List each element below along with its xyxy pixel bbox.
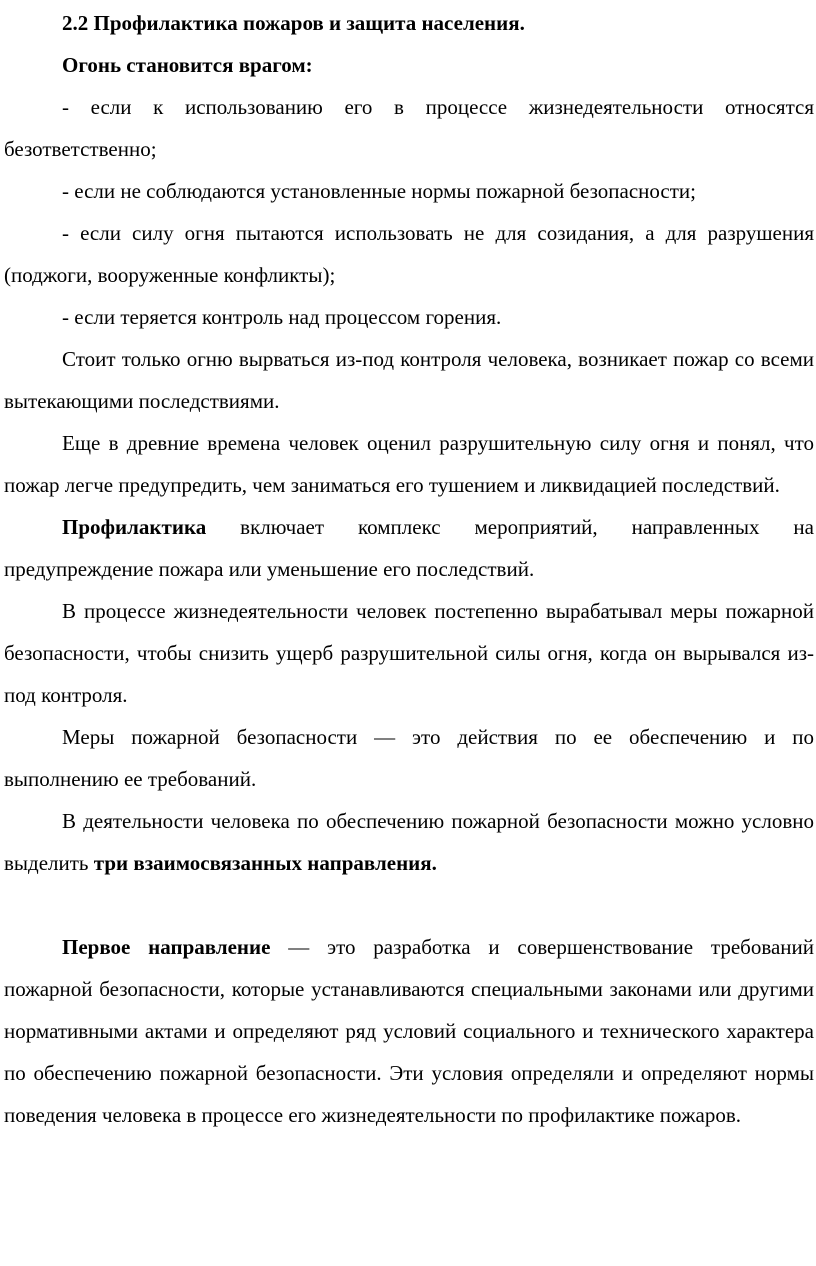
paragraph-safety-measures-definition: Меры пожарной безопасности — это действия по ее обеспечению и по выполнению ее требований.	[4, 725, 814, 791]
list-item: - если к использованию его в процессе жизнедеятельности относятся безответственно;	[4, 95, 814, 161]
paragraph-prophylaxis	[4, 506, 814, 590]
three-directions-intro: В деятельности человека по обеспечению пожарной безопасности можно условно выделить	[4, 809, 814, 875]
section-heading: 2.2 Профилактика пожаров и защита населения.	[62, 11, 525, 35]
term-prophylaxis: Профилактика	[62, 515, 207, 539]
paragraph-fire-out-of-control: Стоит только огню вырваться из-под контроля человека, возникает пожар со всеми вытекающими последствиями.	[4, 347, 814, 413]
paragraph-ancient-times: Еще в древние времена человек оценил разрушительную силу огня и понял, что пожар легче предупредить, чем заниматься его тушением и ликвидацией последствий.	[4, 431, 814, 497]
three-directions-term: три взаимосвязанных направления.	[93, 851, 437, 875]
paragraph-safety-measures-history: В процессе жизнедеятельности человек постепенно вырабатывал меры пожарной безопасности, чтобы снизить ущерб разрушительной силы огня, когда он вырывался из-под контроля.	[4, 599, 814, 707]
term-first-direction: Первое направление	[62, 935, 271, 959]
list-item: - если теряется контроль над процессом горения.	[62, 305, 502, 329]
paragraph-first-direction	[4, 926, 814, 1136]
subheading-fire-enemy: Огонь становится врагом:	[62, 53, 313, 77]
prophylaxis-definition: включает комплекс мероприятий, направленных на предупреждение пожара или уменьшение его последствий.	[4, 515, 814, 581]
list-item: - если не соблюдаются установленные нормы пожарной безопасности;	[62, 179, 696, 203]
first-direction-text: — это разработка и совершенствование требований пожарной безопасности, которые устанавливаются специальными законами или другими нормативными актами и определяют ряд условий социального и технического характера по обеспечению пожарной безопасности. Эти условия определяли и определяют нормы поведения человека в процессе его жизнедеятельности по профилактике пожаров.	[4, 935, 814, 1127]
blank-line	[4, 884, 814, 926]
paragraph-three-directions	[4, 800, 814, 884]
list-item: - если силу огня пытаются использовать не для созидания, а для разрушения (поджоги, вооруженные конфликты);	[4, 221, 814, 287]
